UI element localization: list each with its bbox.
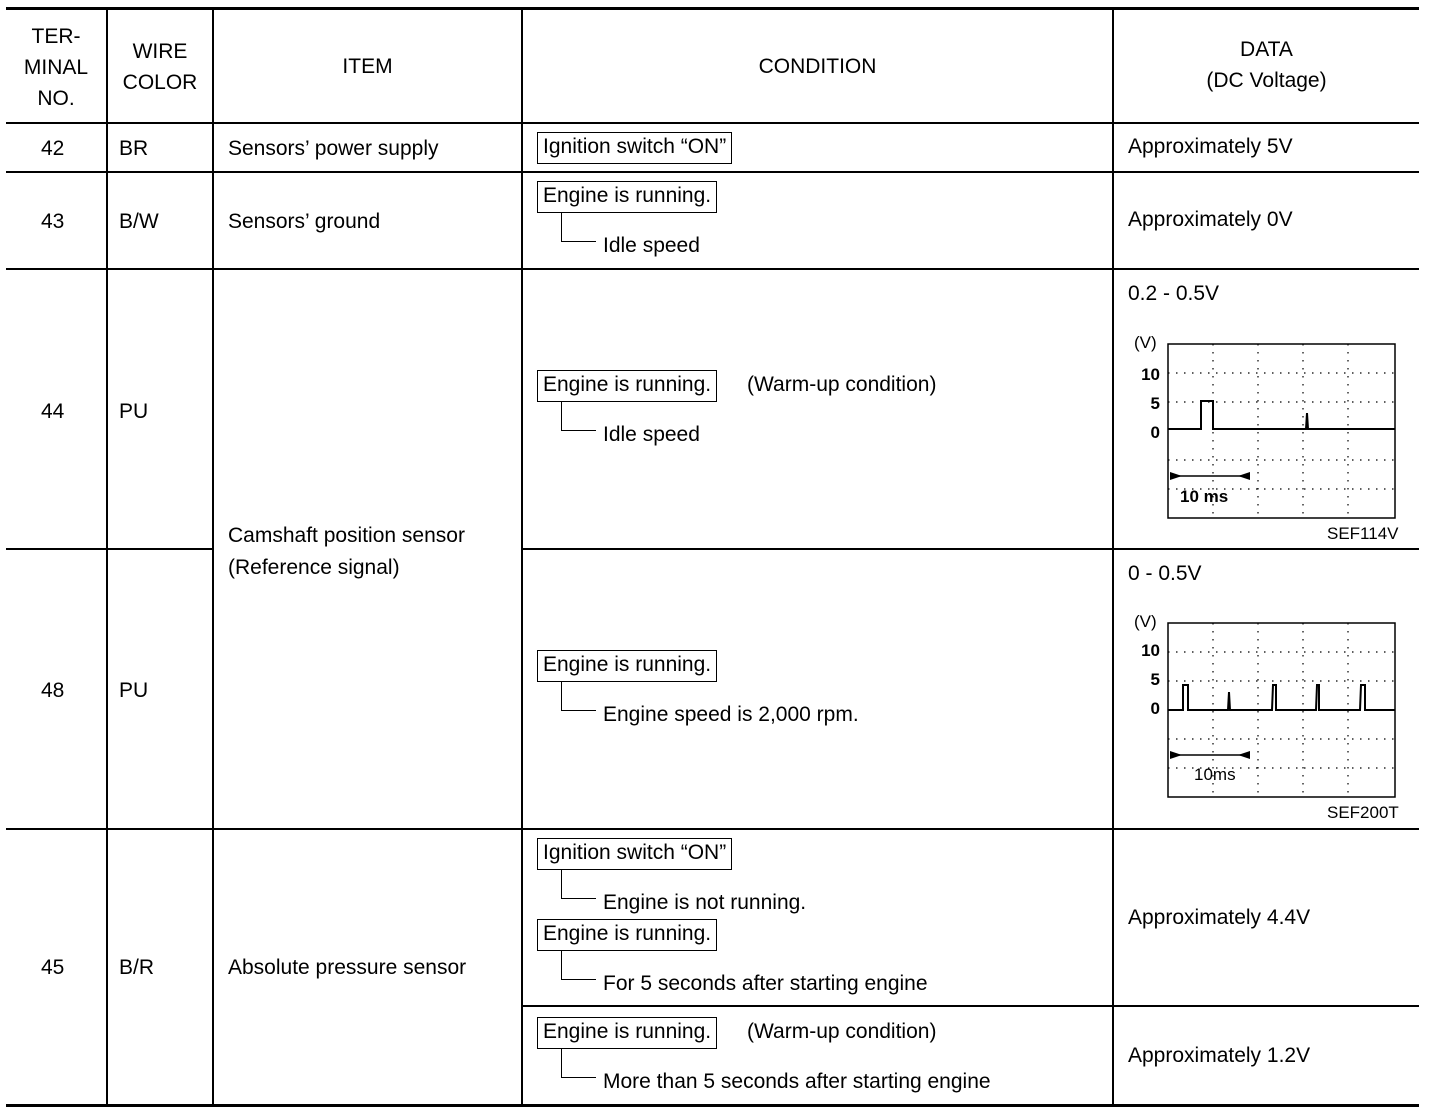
arrow-head [1238,472,1250,480]
column-divider [212,9,214,1106]
figure-reference: SEF114V [1327,524,1399,543]
table-top-border [6,7,1419,10]
item-label: Sensors’ power supply [228,137,439,160]
condition-box: Ignition switch “ON” [537,838,732,870]
signal-trace [1168,685,1395,710]
item-label: Sensors’ ground [228,210,381,233]
header-item: ITEM [342,55,393,78]
row-divider [6,171,1419,173]
row-divider [6,268,1419,270]
data-value: 0.2 - 0.5V [1128,282,1220,305]
terminal-number: 48 [41,679,65,702]
condition-detail: Engine is not running. [603,891,807,914]
condition-note: (Warm-up condition) [747,373,937,396]
wire-color: B/R [119,956,155,979]
y-tick-label: 10 [1141,365,1160,384]
item-label: Absolute pressure sensor [228,956,467,979]
condition-connector [561,213,596,242]
arrow-head [1170,751,1182,759]
terminal-number: 44 [41,400,65,423]
axis-unit-label: (V) [1134,333,1157,352]
table-bottom-border [6,1104,1419,1107]
terminal-number: 43 [41,210,65,233]
condition-connector [561,870,596,899]
item-label: Camshaft position sensor (Reference signal) [228,524,465,579]
figure-reference: SEF200T [1327,803,1399,822]
row-divider [522,1005,1419,1007]
axis-unit-label: (V) [1134,612,1157,631]
condition-connector [561,682,596,711]
y-tick-label: 0 [1150,699,1160,718]
signal-trace [1168,401,1395,429]
data-value: Approximately 1.2V [1128,1044,1311,1067]
header-data: DATA (DC Voltage) [1206,38,1327,92]
column-divider [1112,9,1114,1106]
time-scale-label: 10 ms [1180,487,1229,506]
condition-detail: For 5 seconds after starting engine [603,972,928,995]
wire-color: BR [119,137,149,160]
condition-connector [561,951,596,980]
waveform-chart [1120,607,1415,827]
column-divider [521,9,523,1106]
row-divider [6,548,214,550]
column-divider [106,9,108,1106]
wire-color: PU [119,400,149,423]
wire-color: PU [119,679,149,702]
condition-box: Engine is running. [537,181,717,213]
condition-detail: More than 5 seconds after starting engine [603,1070,991,1093]
row-divider [522,548,1419,550]
waveform-chart [1120,328,1415,548]
terminal-number: 42 [41,137,65,160]
condition-box: Engine is running. [537,919,717,951]
header-terminal: TER- MINAL NO. [23,25,89,110]
condition-detail: Engine speed is 2,000 rpm. [603,703,859,726]
y-tick-label: 0 [1150,423,1160,442]
wire-color: B/W [119,210,159,233]
header-bottom-border [6,122,1419,124]
condition-box: Engine is running. [537,370,717,402]
data-value: Approximately 5V [1128,135,1293,158]
header-condition: CONDITION [758,55,877,78]
time-scale-label: 10ms [1194,765,1236,784]
oscilloscope-waveform [1120,607,1415,827]
y-tick-label: 5 [1150,670,1160,689]
row-divider [6,828,1419,830]
data-value: Approximately 0V [1128,208,1293,231]
header-wire-color: WIRE COLOR [122,40,198,94]
y-tick-label: 5 [1150,394,1160,413]
condition-box: Ignition switch “ON” [537,132,732,164]
condition-connector [561,402,596,431]
data-value: 0 - 0.5V [1128,562,1202,585]
arrow-head [1238,751,1250,759]
condition-box: Engine is running. [537,650,717,682]
condition-box: Engine is running. [537,1017,717,1049]
arrow-head [1170,472,1182,480]
condition-detail: Idle speed [603,234,700,257]
terminal-number: 45 [41,956,65,979]
condition-connector [561,1049,596,1078]
condition-note: (Warm-up condition) [747,1020,937,1043]
data-value: Approximately 4.4V [1128,906,1311,929]
oscilloscope-waveform [1120,328,1415,548]
y-tick-label: 10 [1141,641,1160,660]
condition-detail: Idle speed [603,423,700,446]
